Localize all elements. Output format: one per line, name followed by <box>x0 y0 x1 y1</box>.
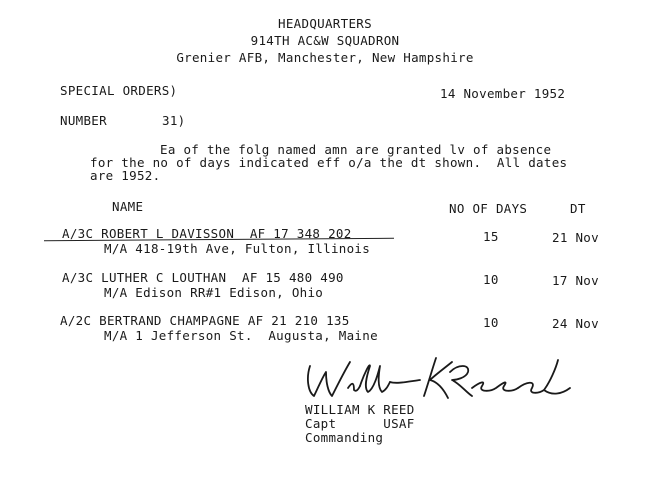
airman-3-date: 24 Nov <box>552 316 599 331</box>
handwritten-signature <box>300 352 580 408</box>
airman-1-date: 21 Nov <box>552 230 599 245</box>
header-line-3: Grenier AFB, Manchester, New Hampshire <box>176 50 474 65</box>
body-line-1: Ea of the folg named amn are granted lv of absence <box>160 142 552 157</box>
column-header-name: NAME <box>112 199 144 214</box>
airman-1-days: 15 <box>483 229 499 244</box>
header-line-1: HEADQUARTERS <box>278 16 372 31</box>
airman-2-name: A/3C LUTHER C LOUTHAN AF 15 480 490 <box>62 270 344 285</box>
body-line-2: for the no of days indicated eff o/a the dt shown. All dates <box>90 155 568 170</box>
airman-2-date: 17 Nov <box>552 273 599 288</box>
signer-title: Commanding <box>305 430 384 445</box>
header-line-2: 914TH AC&W SQUADRON <box>250 33 400 48</box>
signer-name: WILLIAM K REED <box>305 402 415 417</box>
column-header-date: DT <box>570 201 586 216</box>
airman-3-address: M/A 1 Jefferson St. Augusta, Maine <box>104 328 378 343</box>
airman-2-address: M/A Edison RR#1 Edison, Ohio <box>104 285 324 300</box>
number-value: 31) <box>162 113 186 128</box>
airman-1-name: A/3C ROBERT L DAVISSON AF 17 348 202 <box>62 226 352 241</box>
airman-3-name: A/2C BERTRAND CHAMPAGNE AF 21 210 135 <box>60 313 350 328</box>
special-orders-label: SPECIAL ORDERS) <box>60 83 178 98</box>
order-date: 14 November 1952 <box>440 86 566 101</box>
airman-1-address: M/A 418-19th Ave, Fulton, Illinois <box>104 241 371 256</box>
body-line-3: are 1952. <box>90 168 161 183</box>
number-label: NUMBER <box>60 113 107 128</box>
airman-3-days: 10 <box>483 315 499 330</box>
airman-2-days: 10 <box>483 272 499 287</box>
signer-rank: Capt USAF <box>305 416 415 431</box>
column-header-days: NO OF DAYS <box>449 201 528 216</box>
